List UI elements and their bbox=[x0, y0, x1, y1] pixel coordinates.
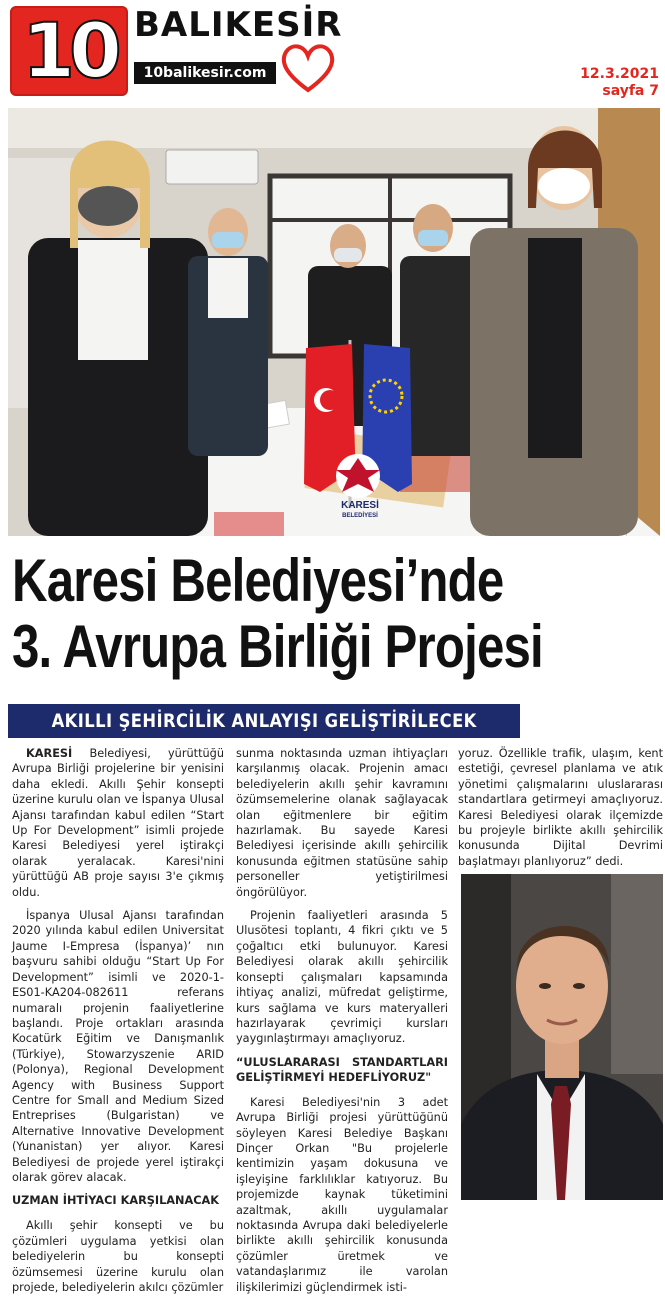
brand-name: BALIKESİR bbox=[134, 5, 343, 45]
article-column-3 bbox=[458, 746, 663, 877]
headline-line-1: Karesi Belediyesi’nde bbox=[12, 547, 504, 614]
paragraph: Akıllı şehir konsepti ve bu çözümleri uygulama yetkisi olan belediyelerin bu konsepti özümsemesi üzerine kurulu olan projede, belediyelerin akılcı çözümler bbox=[12, 1219, 224, 1294]
mayor-portrait bbox=[461, 874, 663, 1200]
lead-keyword: KARESİ bbox=[26, 747, 73, 760]
newspaper-logo[interactable] bbox=[10, 6, 128, 96]
headline-line-2: 3. Avrupa Birliği Projesi bbox=[12, 613, 543, 680]
article-headline bbox=[12, 547, 543, 680]
karesi-emblem bbox=[336, 454, 380, 498]
meeting-illustration bbox=[8, 108, 660, 536]
paragraph: sunma noktasında uzman ihtiyaçları karşılanmış olacak. Projenin amacı belediyelerin akıllı şehir kavramını özümsemelerine olanak sağlayacak olan eğitmenlere bir eğitim hazırlamak. Bu sayede Karesi Belediyesi içerisinde akıllı şehircilik konusunda eğitmen statüsüne sahip personeller yetiştirilmesi öngörülüyor. bbox=[236, 747, 448, 899]
issue-date: 12.3.2021 bbox=[580, 66, 659, 82]
heart-icon bbox=[278, 40, 338, 94]
section-heading: “ULUSLARARASI STANDARTLARI GELİŞTİRMEYİ HEDEFLİYORUZ" bbox=[236, 1055, 448, 1084]
article-subheading bbox=[8, 704, 520, 738]
logo-number: 10 bbox=[22, 6, 116, 95]
paragraph bbox=[12, 746, 224, 900]
paragraph: Karesi Belediyesi'nin 3 adet Avrupa Birliği projesi yürüttüğünü söyleyen Karesi Belediye Başkanı Dinçer Orkan "Bu projelerle kentimizin yaşam dokusuna ve işleyişine farklılıklar katıyoruz. Bu projemizde kaynak tüketimini azaltmak, akıllı uygulamalar noktasında Avrupa daki belediyelerle birlikte akıllı şehircilik konusunda çözümler üretmek ve vatandaşlarımız ile varolan ilişkilerimizi güçlendirmek isti- bbox=[236, 1095, 448, 1294]
paragraph: Projenin faaliyetleri arasında 5 Ulusötesi toplantı, 4 fikri çıktı ve 5 çoğaltıcı etki bulunuyor. Karesi Belediyesi olarak akıllı şehircilik konsepti çalışmaları kapsamında ihtiyaç analizi, müfredat geliştirme, kurs sağlama ve kurs materyalleri hazırlayarak çevrimiçi kursları yaygınlaştırmayı amaçlıyoruz. bbox=[236, 909, 448, 1046]
paragraph-text: Belediyesi, yürüttüğü Avrupa Birliği projelerine bir yenisini daha ekledi. Akıllı Şehir konsepti üzerine kurulu olan ve İspanya Ulusal Ajansı tarafından kabul edilen “Start Up For Development” isimli projede Karesi Belediyesi yerel iştirakçi olarak yeralacak. Karesi'nini yürüttüğü AB proje sayısı 3'e çıkmış oldu. bbox=[12, 747, 224, 899]
flag-caption-sub: BELEDİYESİ bbox=[342, 513, 378, 519]
flag-caption bbox=[338, 500, 382, 522]
section-heading: UZMAN İHTİYACI KARŞILANACAK bbox=[12, 1194, 220, 1208]
masthead bbox=[0, 0, 665, 100]
flag-caption-main: KARESİ bbox=[341, 500, 379, 511]
subheading-text: AKILLI ŞEHİRCİLİK ANLAYIŞI GELİŞTİRİLECEK bbox=[51, 710, 477, 732]
paragraph: yoruz. Özellikle trafik, ulaşım, kent estetiği, çevresel planlama ve atık yönetimi çalışmalarını uluslararası standartlara getirmeyi amaçlıyoruz. Karesi Belediyesi olarak ilçemizde bu projeyle birlikte akıllı şehircilik konusunda Dijital Devrimi başlatmayı planlıyoruz” dedi. bbox=[458, 747, 663, 868]
article-column-1 bbox=[12, 746, 224, 1303]
article-column-2 bbox=[236, 746, 448, 1303]
issue-date-block bbox=[580, 66, 659, 100]
site-url[interactable]: 10balikesir.com bbox=[134, 62, 276, 84]
meeting-photo bbox=[8, 108, 660, 536]
paragraph: İspanya Ulusal Ajansı tarafından 2020 yılında kabul edilen Universitat Jaume I-Empresa (İspanya)’ nın başvuru sahibi olduğu “Start Up For Development” isimli ve 2020-1-ES01-KA204-082611 referans numaralı projenin faaliyetlerine başlandı. Proje ortakları arasında Kocatürk Eğitim ve Danışmanlık (Türkiye), Stowarzyszenie ARID (Polonya), Regional Development Agency with Business Support Centre for Small and Medium Sized Entreprises (Bulgaristan) ve Alternative Innovative Development (Yunanistan) yer alıyor. Karesi Belediyesi de projede yerel iştirakçi olarak görev alacak. bbox=[12, 909, 224, 1184]
portrait-illustration bbox=[461, 874, 663, 1200]
page-number: sayfa 7 bbox=[602, 83, 659, 99]
